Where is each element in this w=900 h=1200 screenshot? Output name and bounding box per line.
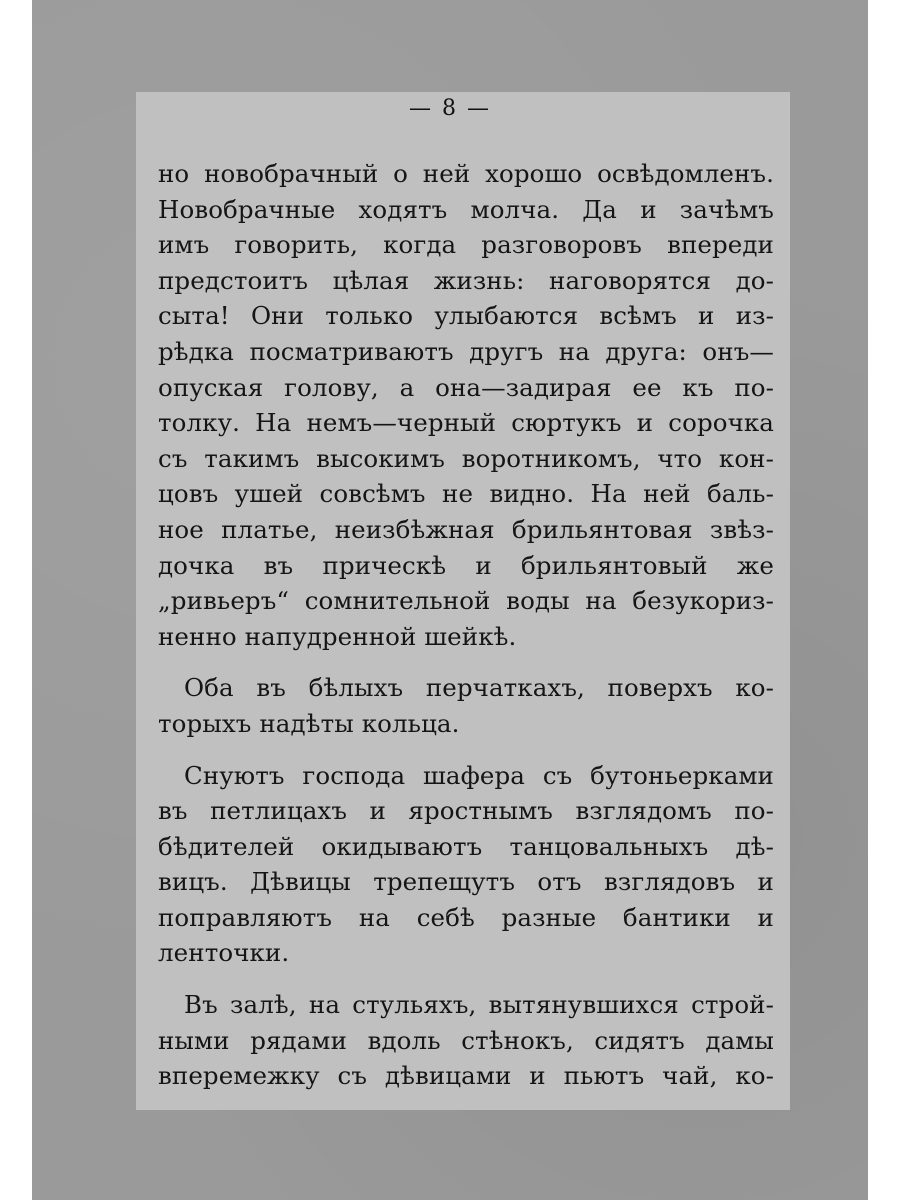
text-line: сыта! Они только улыбаются всѣмъ и из- — [158, 301, 774, 331]
text-line: рѣдка посматриваютъ другъ на друга: онъ— — [158, 336, 774, 366]
text-line: опуская голову, а она—задирая ее къ по- — [158, 372, 774, 402]
page-number: — 8 — — [409, 96, 491, 121]
text-line: Новобрачные ходятъ молча. Да и зачѣмъ — [158, 194, 774, 224]
text-line: Оба въ бѣлыхъ перчаткахъ, поверхъ ко- — [184, 673, 774, 703]
text-line: ное платье, неизбѣжная брильянтовая звѣз- — [158, 514, 774, 544]
text-line: вицъ. Дѣвицы трепещутъ отъ взглядовъ и — [158, 867, 774, 897]
paragraph-3 — [158, 758, 774, 972]
text-line: поправляютъ на себѣ разные бантики и — [158, 902, 774, 932]
body-text — [158, 156, 774, 1094]
text-line: дочка въ прическѣ и брильянтовый же — [158, 550, 774, 580]
text-line: предстоитъ цѣлая жизнь: наговорятся до- — [158, 265, 774, 295]
text-line: въ петлицахъ и яростнымъ взглядомъ по- — [158, 796, 774, 826]
paragraph-4 — [158, 987, 774, 1094]
text-line: ными рядами вдоль стѣнокъ, сидятъ дамы — [158, 1025, 774, 1055]
text-line: бѣдителей окидываютъ танцовальныхъ дѣ- — [158, 831, 774, 861]
text-line: съ такимъ высокимъ воротникомъ, что кон- — [158, 443, 774, 473]
text-line: толку. На немъ—черный сюртукъ и сорочка — [158, 408, 774, 438]
text-line: ненно напудренной шейкѣ. — [158, 621, 517, 651]
paragraph-2 — [158, 670, 774, 741]
text-line: имъ говорить, когда разговоровъ впереди — [158, 230, 774, 260]
text-line: ленточки. — [158, 938, 290, 968]
text-line: Въ залѣ, на стульяхъ, вытянувшихся строй- — [184, 990, 774, 1020]
text-line: цовъ ушей совсѣмъ не видно. На ней баль- — [158, 479, 774, 509]
paragraph-1 — [158, 156, 774, 654]
text-line: но новобрачный о ней хорошо освѣдомленъ. — [158, 159, 774, 188]
text-line: вперемежку съ дѣвицами и пьютъ чай, ко- — [158, 1061, 774, 1091]
text-line: торыхъ надѣты кольца. — [158, 708, 460, 738]
text-line: „ривьеръ“ сомнительной воды на безукориз- — [158, 586, 774, 616]
text-line: Снуютъ господа шафера съ бутоньерками — [184, 760, 774, 790]
